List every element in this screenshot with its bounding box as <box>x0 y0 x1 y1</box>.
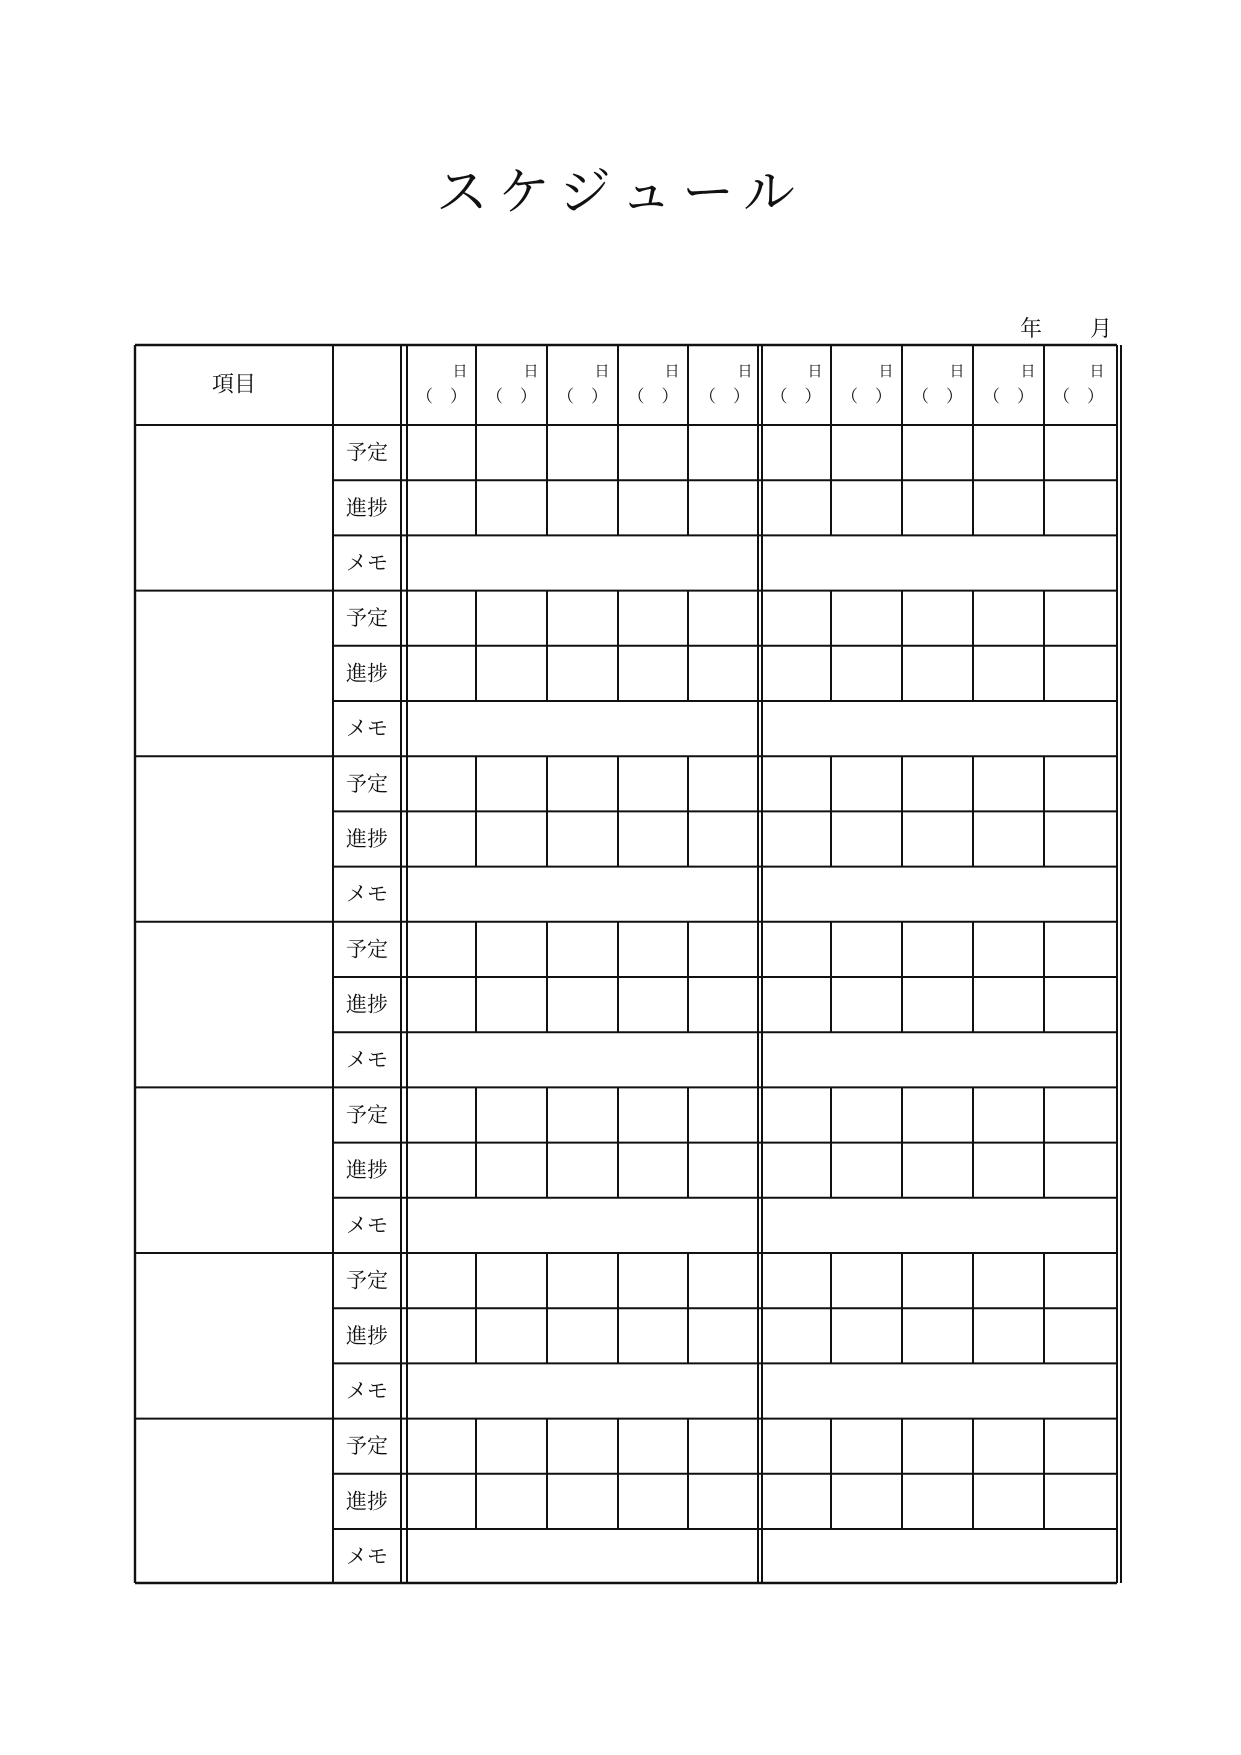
row-label: 予定 <box>346 606 388 631</box>
weekday-placeholder: （ ） <box>912 387 963 407</box>
row-label: 予定 <box>346 440 388 465</box>
row-label: メモ <box>346 1047 388 1072</box>
row-label: 進捗 <box>346 495 388 520</box>
weekday-placeholder: （ ） <box>627 387 679 407</box>
row-label: 予定 <box>346 1103 388 1127</box>
row-label: 進捗 <box>346 1489 388 1514</box>
row-label: メモ <box>346 716 388 741</box>
row-label: 進捗 <box>346 1323 388 1348</box>
item-header: 項目 <box>211 372 257 398</box>
day-label: 日 <box>1089 362 1105 380</box>
page-title: スケジュール <box>436 163 805 223</box>
row-label: メモ <box>346 551 388 575</box>
weekday-placeholder: （ ） <box>1053 387 1104 407</box>
day-label: 日 <box>807 362 823 380</box>
row-label: 予定 <box>346 1268 388 1293</box>
day-label: 日 <box>523 362 539 380</box>
day-label: 日 <box>664 362 680 380</box>
day-label: 日 <box>878 362 894 380</box>
weekday-placeholder: （ ） <box>699 387 750 407</box>
day-label: 日 <box>737 362 753 380</box>
row-label: 予定 <box>346 937 388 962</box>
weekday-placeholder: （ ） <box>486 387 537 407</box>
day-label: 日 <box>1020 362 1036 380</box>
weekday-placeholder: （ ） <box>770 387 822 407</box>
weekday-placeholder: （ ） <box>416 387 467 407</box>
day-label: 日 <box>949 362 965 380</box>
row-label: メモ <box>346 1213 388 1238</box>
row-label: 進捗 <box>346 1158 388 1183</box>
row-label: 予定 <box>346 771 388 796</box>
weekday-placeholder: （ ） <box>557 387 608 407</box>
row-label: 進捗 <box>346 992 388 1017</box>
weekday-placeholder: （ ） <box>841 387 892 407</box>
row-label: 予定 <box>346 1434 388 1459</box>
row-label: メモ <box>346 1544 388 1569</box>
day-label: 日 <box>452 362 468 380</box>
row-label: メモ <box>346 1379 388 1403</box>
row-label: 進捗 <box>346 827 388 851</box>
year-label: 年 <box>1020 317 1043 342</box>
month-label: 月 <box>1090 317 1113 342</box>
day-label: 日 <box>594 362 610 380</box>
weekday-placeholder: （ ） <box>983 387 1034 407</box>
row-label: 進捗 <box>346 661 388 686</box>
row-label: メモ <box>346 882 388 907</box>
